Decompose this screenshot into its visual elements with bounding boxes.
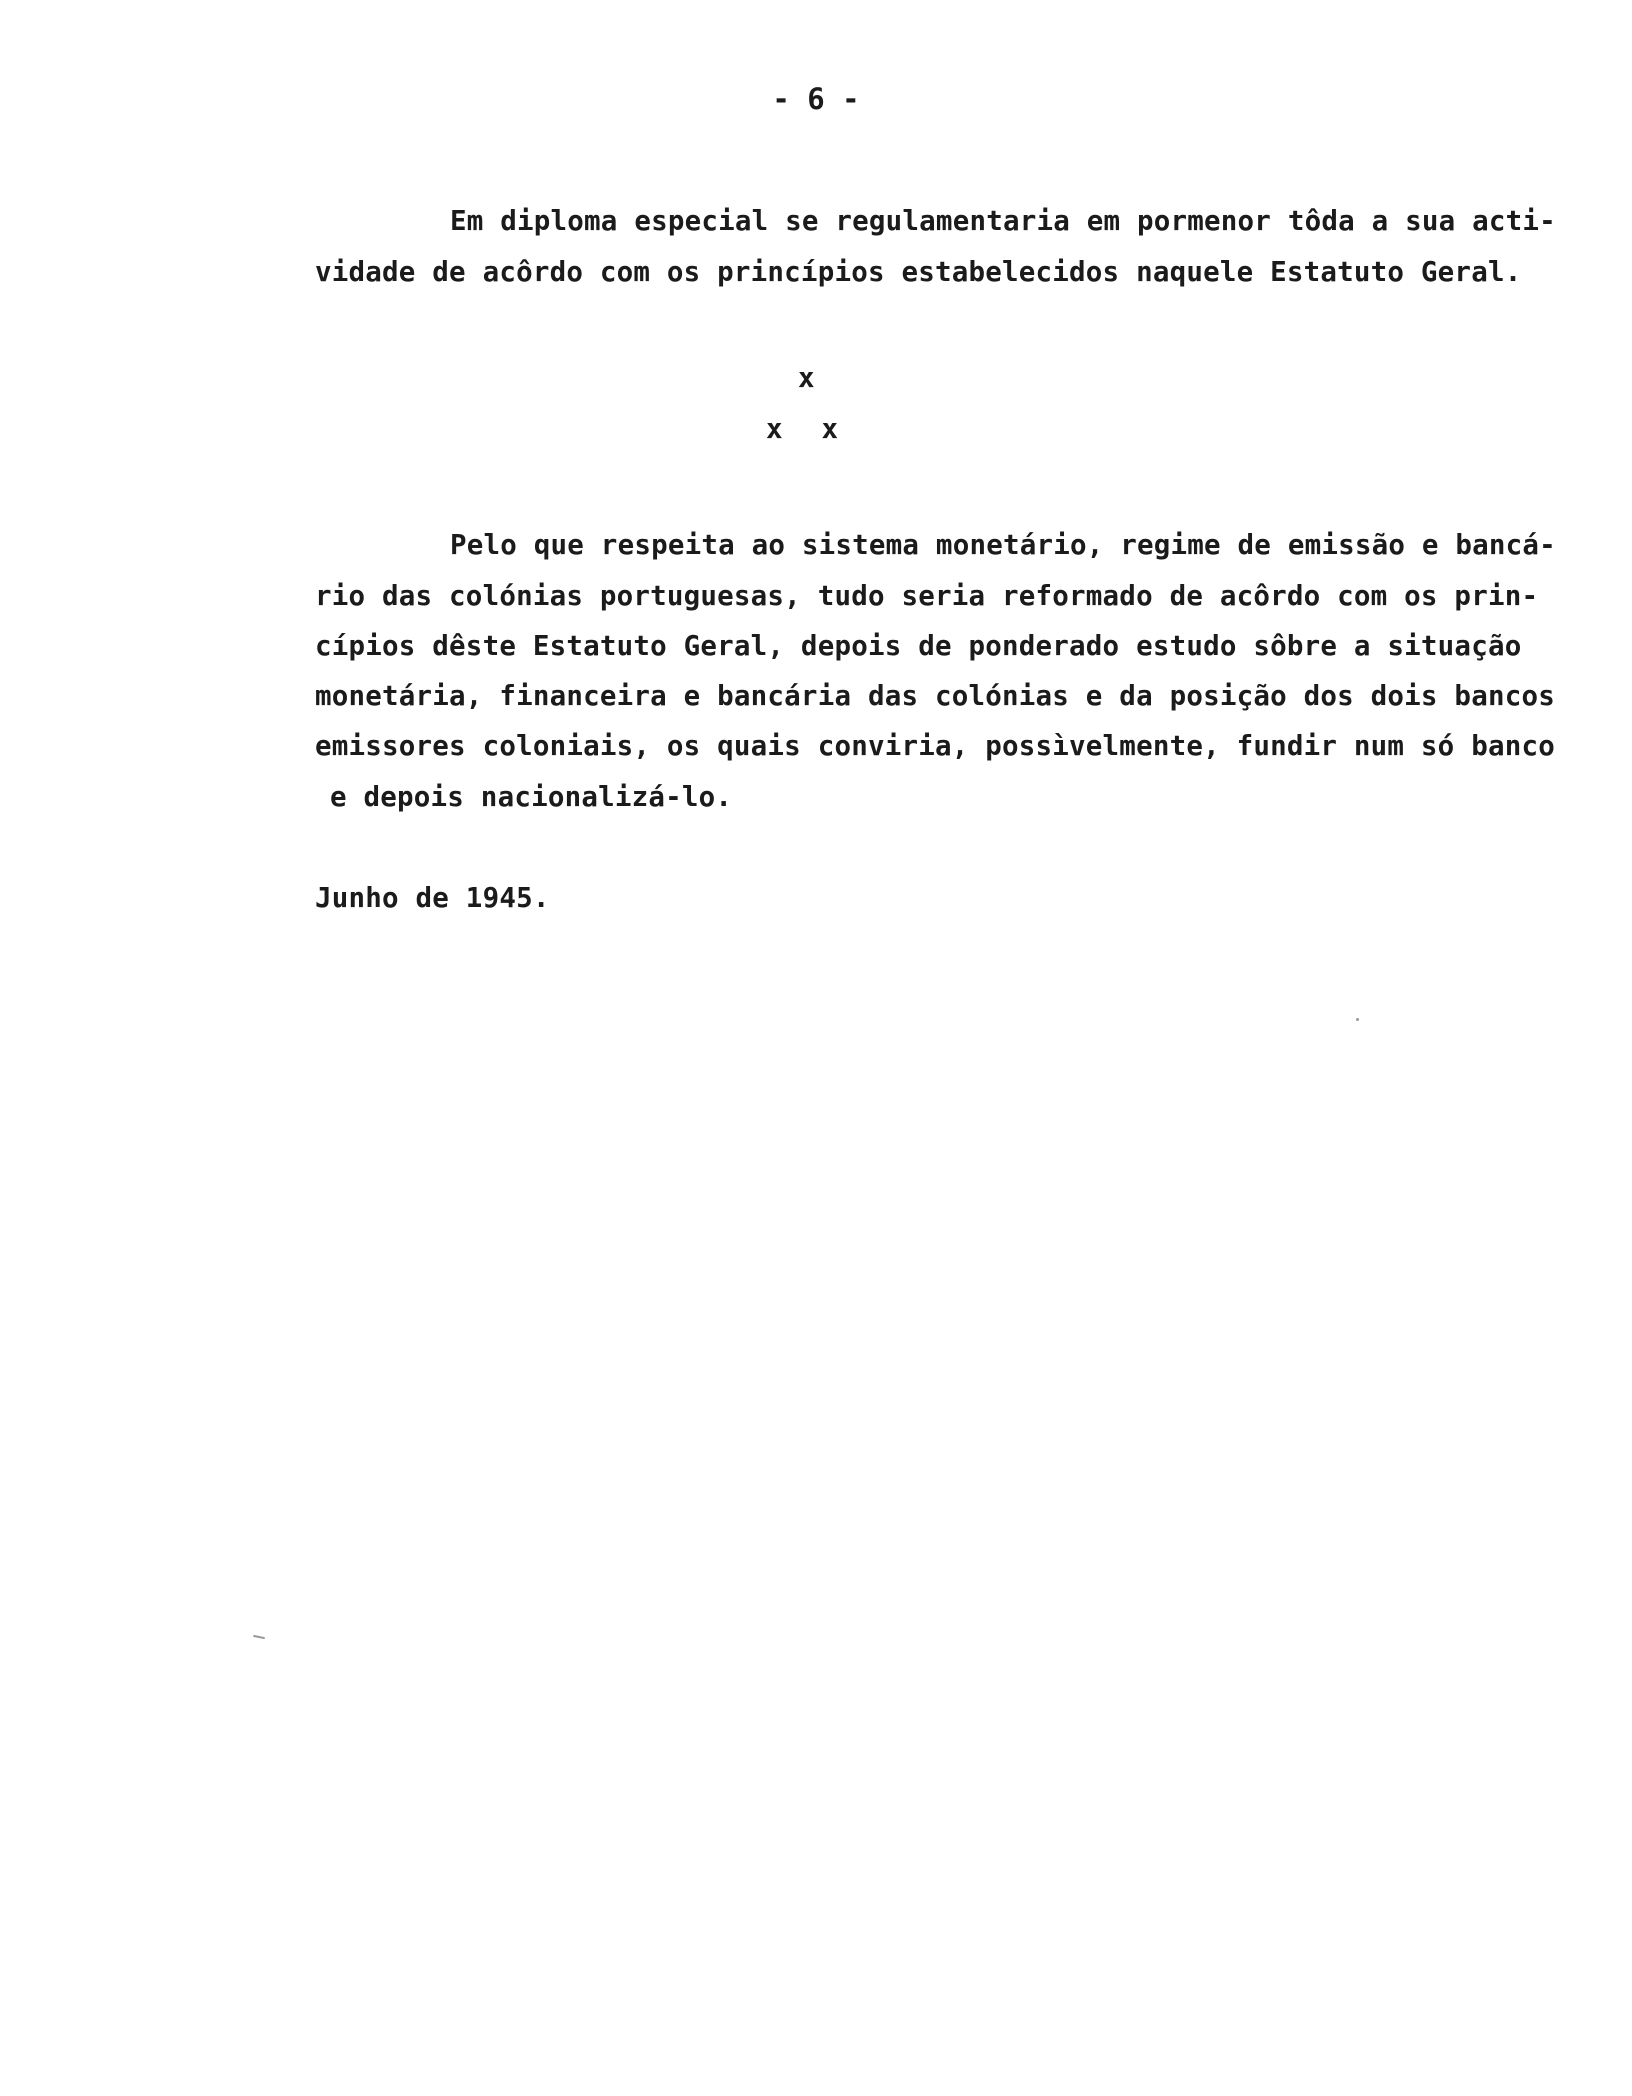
paragraph-line: Pelo que respeita ao sistema monetário, regime de emissão e bancá- xyxy=(450,529,1556,561)
paragraph-line: cípios dêste Estatuto Geral, depois de ponderado estudo sôbre a situação xyxy=(315,630,1522,662)
paragraph-line: Em diploma especial se regulamentaria em pormenor tôda a sua acti- xyxy=(450,205,1556,237)
scan-speck xyxy=(1356,1018,1359,1021)
paragraph-line: vidade de acôrdo com os princípios estabelecidos naquele Estatuto Geral. xyxy=(315,256,1522,288)
date-line: Junho de 1945. xyxy=(315,882,550,914)
paragraph-line: monetária, financeira e bancária das colónias e da posição dos dois bancos xyxy=(315,680,1555,712)
separator-mark-bottom: x x xyxy=(766,413,839,445)
paragraph-line: e depois nacionalizá-lo. xyxy=(330,781,733,813)
scan-speck xyxy=(253,1635,265,1639)
separator-mark-top: x xyxy=(798,362,815,394)
page-number: - 6 - xyxy=(772,82,860,116)
paragraph-line: rio das colónias portuguesas, tudo seria reformado de acôrdo com os prin- xyxy=(315,580,1539,612)
paragraph-line: emissores coloniais, os quais conviria, possìvelmente, fundir num só banco xyxy=(315,730,1555,762)
